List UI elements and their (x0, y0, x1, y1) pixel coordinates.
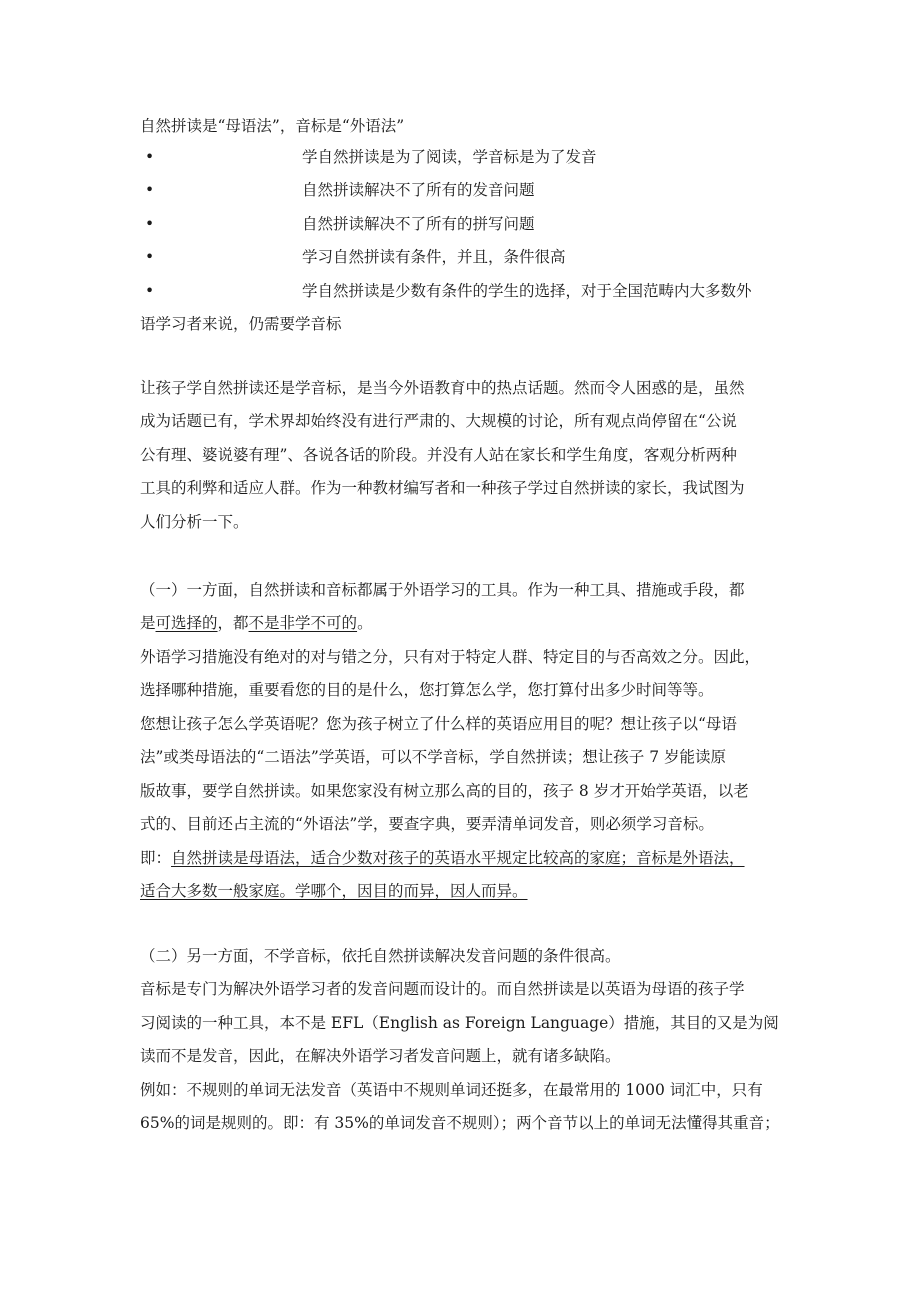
text-run: 。 (357, 614, 373, 632)
text-run: 是 (140, 614, 156, 632)
bullet-dot: • (145, 215, 155, 233)
paragraph-line: 成为话题已有，学术界却始终没有进行严肃的、大规模的讨论，所有观点尚停留在“公说 (140, 412, 737, 430)
section-heading: （一）一方面，自然拼读和音标都属于外语学习的工具。作为一种工具、措施或手段，都 (140, 581, 745, 599)
bullet-item: 学自然拼读是少数有条件的学生的选择，对于全国范畴内大多数外 (302, 282, 752, 300)
paragraph-line: 选择哪种措施，重要看您的目的是什么，您打算怎么学，您打算付出多少时间等等。 (140, 681, 714, 699)
bullet-item: 自然拼读解决不了所有的拼写问题 (302, 215, 535, 233)
paragraph-line: 版故事，要学自然拼读。如果您家没有树立那么高的目的，孩子 8 岁才开始学英语，以老 (140, 782, 749, 800)
bullet-item: 自然拼读解决不了所有的发音问题 (302, 181, 535, 199)
bullet-item: 学自然拼读是为了阅读，学音标是为了发音 (302, 148, 597, 166)
bullet-dot: • (145, 181, 155, 199)
paragraph-line: 音标是专门为解决外语学习者的发音问题而设计的。而自然拼读是以英语为母语的孩子学 (140, 980, 745, 998)
paragraph-line: 您想让孩子怎么学英语呢？您为孩子树立了什么样的英语应用目的呢？想让孩子以“母语 (140, 715, 737, 733)
text-run: 即： (140, 849, 172, 867)
summary-line (140, 848, 745, 868)
paragraph-line: 外语学习措施没有绝对的对与错之分，只有对于特定人群、特定目的与否高效之分。因此， (140, 648, 761, 666)
bullet-dot: • (145, 248, 155, 266)
underlined-phrase: 可选择的 (155, 614, 218, 632)
bullet-item: 学习自然拼读有条件，并且，条件很高 (302, 248, 566, 266)
section-line (140, 613, 373, 633)
paragraph-line: 人们分析一下。 (140, 513, 249, 531)
bullet-item-continuation: 语学习者来说，仍需要学音标 (140, 315, 342, 333)
paragraph-line: 公有理、婆说婆有理”、各说各话的阶段。并没有人站在家长和学生角度，客观分析两种 (140, 446, 737, 464)
summary-line (140, 881, 528, 901)
paragraph-line: 式的、目前还占主流的“外语法”学，要查字典，要弄清单词发音，则必须学习音标。 (140, 815, 714, 833)
paragraph-line: 工具的利弊和适应人群。作为一种教材编写者和一种孩子学过自然拼读的家长，我试图为 (140, 479, 745, 497)
underlined-phrase: 不是非学不可的 (248, 614, 358, 632)
section-heading: （二）另一方面，不学音标，依托自然拼读解决发音问题的条件很高。 (140, 947, 621, 965)
paragraph-line: 例如：不规则的单词无法发音（英语中不规则单词还挺多，在最常用的 1000 词汇中，只有 (140, 1081, 763, 1099)
paragraph-line: 65%的词是规则的。即：有 35%的单词发音不规则）；两个音节以上的单词无法懂得其重音； (140, 1114, 780, 1132)
bullet-dot: • (145, 282, 155, 300)
underlined-phrase: 适合大多数一般家庭。学哪个，因目的而异，因人而异。 (140, 882, 528, 900)
heading: 自然拼读是“母语法”，音标是“外语法” (140, 117, 405, 135)
paragraph-line: 读而不是发音，因此，在解决外语学习者发音问题上，就有诸多缺陷。 (140, 1047, 621, 1065)
bullet-dot: • (145, 148, 155, 166)
paragraph-line: 习阅读的一种工具，本不是 EFL（English as Foreign Language）措施，其目的又是为阅 (140, 1014, 779, 1032)
paragraph-line: 让孩子学自然拼读还是学音标，是当今外语教育中的热点话题。然而令人困惑的是，虽然 (140, 379, 745, 397)
underlined-phrase: 自然拼读是母语法，适合少数对孩子的英语水平规定比较高的家庭；音标是外语法， (171, 849, 745, 867)
text-run: ，都 (217, 614, 249, 632)
paragraph-line: 法”或类母语法的“二语法”学英语，可以不学音标，学自然拼读；想让孩子 7 岁能读原 (140, 748, 726, 766)
